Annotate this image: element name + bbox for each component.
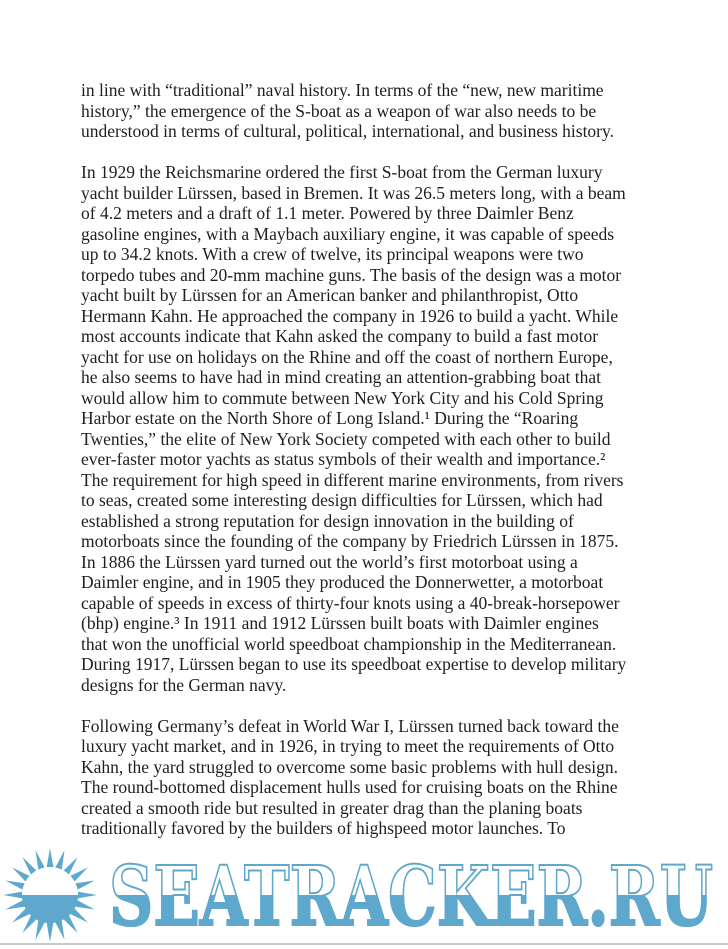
text-line: established a strong reputation for design innovation in the building of [81,510,574,531]
text-line: traditionally favored by the builders of highspeed motor launches. To [81,818,566,838]
text-line: The requirement for high speed in different marine environments, from rivers [81,469,624,490]
text-line: gasoline engines, with a Maybach auxiliary engine, it was capable of speeds [81,223,615,244]
sun-icon [0,845,100,945]
text-line: designs for the German navy. [81,674,287,695]
text-line: Daimler engine, and in 1905 they produced the Donnerwetter, a motorboat [81,572,604,592]
text-line: capable of speeds in excess of thirty-four knots using a 40-break-horsepower [81,592,620,613]
text-line: In 1929 the Reichsmarine ordered the first S-boat from the German luxury [81,162,603,182]
text-line: history,” the emergence of the S-boat as a weapon of war also needs to be [81,100,597,121]
text-line: yacht for use on holidays on the Rhine and off the coast of northern Europe, [81,346,613,367]
text-line: The round-bottomed displacement hulls used for cruising boats on the Rhine [81,777,618,797]
text-line: up to 34.2 knots. With a crew of twelve, its principal weapons were two [81,244,584,264]
text-line: (bhp) engine.³ In 1911 and 1912 Lürssen built boats with Daimler engines [81,613,599,633]
paragraph-1 [81,80,659,142]
text-line: Harbor estate on the North Shore of Long Island.¹ During the “Roaring [81,408,579,428]
paragraph-2 [81,162,659,695]
text-line: During 1917, Lürssen began to use its speedboat expertise to develop military [81,654,627,674]
text-line: created a smooth ride but resulted in greater drag than the planing boats [81,797,583,818]
text-line: torpedo tubes and 20-mm machine guns. The basis of the design was a motor [81,264,622,285]
text-line: Following Germany’s defeat in World War I, Lürssen turned back toward the [81,715,619,736]
text-line: yacht builder Lürssen, based in Bremen. It was 26.5 meters long, with a beam [81,182,626,203]
text-line: understood in terms of cultural, political, international, and business history. [81,121,614,141]
text-line: Twenties,” the elite of New York Society competed with each other to build [81,428,611,449]
text-line: would allow him to commute between New York City and his Cold Spring [81,387,604,408]
text-line: of 4.2 meters and a draft of 1.1 meter. Powered by three Daimler Benz [81,203,574,223]
text-line: in line with “traditional” naval history. In terms of the “new, new maritime [81,80,604,100]
text-line: most accounts indicate that Kahn asked the company to build a fast motor [81,326,599,346]
text-line: he also seems to have had in mind creating an attention-grabbing boat that [81,367,601,387]
text-line: luxury yacht market, and in 1926, in trying to meet the requirements of Otto [81,736,615,756]
text-line: yacht built by Lürssen for an American banker and philanthropist, Otto [81,285,579,305]
text-line: ever-faster motor yachts as status symbols of their wealth and importance.² [81,449,606,469]
text-line: that won the unofficial world speedboat championship in the Mediterranean. [81,633,617,654]
paragraph-3 [81,716,659,839]
text-line: In 1886 the Lürssen yard turned out the world’s first motorboat using a [81,551,578,572]
watermark-text: SEATRACKER.RU [109,849,714,945]
text-line: motorboats since the founding of the company by Friedrich Lürssen in 1875. [81,531,619,551]
text-line: Hermann Kahn. He approached the company in 1926 to build a yacht. While [81,305,619,326]
text-line: Kahn, the yard struggled to overcome some basic problems with hull design. [81,756,619,777]
page-text-block [81,80,659,839]
text-line: to seas, created some interesting design difficulties for Lürssen, which had [81,490,603,510]
